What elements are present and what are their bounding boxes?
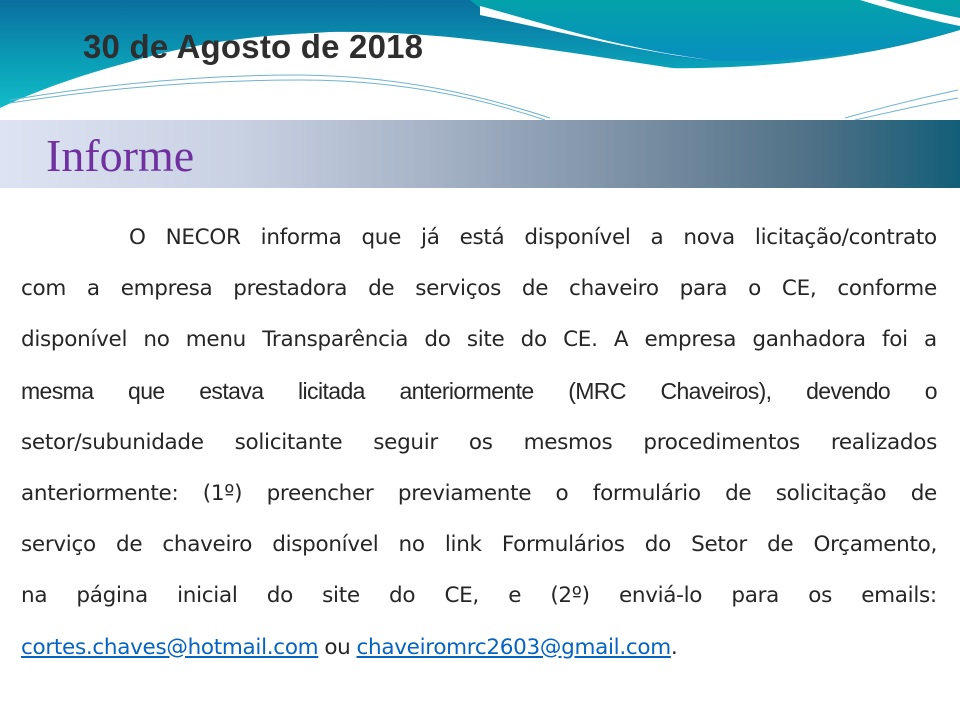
word: empresa: [120, 276, 213, 302]
word: e: [508, 583, 522, 609]
word: preencher: [266, 480, 374, 506]
word: do: [389, 583, 416, 609]
word: enviá-lo: [618, 583, 703, 609]
word: previamente: [397, 480, 532, 506]
word: o: [924, 377, 937, 404]
word: serviços: [415, 276, 501, 302]
word: nova: [683, 225, 735, 250]
word: de: [115, 532, 143, 558]
body-line: [21, 519, 937, 570]
word: a: [86, 276, 100, 302]
word: ganhadora: [752, 327, 866, 353]
word: Formulários: [501, 532, 625, 558]
word: do: [424, 327, 451, 353]
body-line: [21, 366, 937, 417]
word: já: [421, 225, 440, 250]
announcement-body: [21, 212, 937, 673]
word: formulário: [592, 480, 701, 506]
word: link: [444, 532, 482, 558]
word: devendo: [806, 377, 891, 404]
word: os: [808, 583, 833, 609]
word: que: [361, 225, 402, 250]
word: procedimentos: [643, 429, 800, 455]
word: os: [468, 429, 493, 455]
word: CE.: [563, 327, 598, 353]
word: estava: [199, 377, 264, 404]
word: a: [650, 225, 664, 250]
word: (2º): [550, 583, 590, 609]
word: o: [555, 480, 569, 506]
word: (1º): [202, 480, 243, 506]
word: serviço: [21, 532, 96, 558]
body-line: [21, 212, 937, 263]
word: CE,: [781, 276, 817, 302]
body-line: [21, 570, 937, 621]
word: inicial: [177, 583, 238, 609]
word: O: [129, 225, 146, 250]
word: Chaveiros),: [660, 377, 772, 404]
word: o: [748, 276, 761, 302]
word: de: [521, 276, 549, 302]
word: disponível: [21, 327, 128, 353]
word: emails:: [861, 583, 937, 609]
word: Setor: [691, 532, 747, 558]
word: mesma: [21, 377, 94, 404]
word: está: [459, 225, 505, 250]
slide-title: Informe: [46, 130, 195, 181]
word: disponível: [272, 532, 379, 558]
slide-date: 30 de Agosto de 2018: [83, 28, 424, 65]
word: para: [679, 276, 728, 302]
word: site: [322, 583, 360, 609]
word: disponível: [524, 225, 631, 250]
word: realizados: [830, 429, 937, 455]
body-line: [21, 468, 937, 519]
word: no: [143, 327, 170, 353]
email-link-gmail[interactable]: chaveiromrc2603@gmail.com: [356, 634, 671, 660]
word: empresa: [644, 327, 737, 353]
word: no: [398, 532, 425, 558]
word: Orçamento,: [813, 532, 937, 558]
period: .: [670, 634, 678, 660]
word: anteriormente:: [21, 480, 179, 506]
word: do: [266, 583, 293, 609]
word: do: [644, 532, 671, 558]
word: com: [21, 276, 67, 302]
word: de: [368, 276, 395, 302]
word: na: [21, 583, 48, 609]
word: de: [725, 480, 752, 506]
word: a: [924, 327, 937, 353]
word: licitação/contrato: [754, 225, 937, 250]
body-line: [21, 417, 937, 468]
word: solicitante: [234, 429, 343, 455]
word: chaveiro: [162, 532, 253, 558]
body-line: [21, 314, 937, 365]
word: NECOR: [165, 225, 241, 250]
word: Transparência: [262, 327, 409, 353]
word: menu: [185, 327, 247, 353]
connector-text: ou: [324, 634, 351, 660]
word: A: [613, 327, 629, 353]
word: informa: [260, 225, 342, 250]
word: foi: [882, 327, 908, 353]
body-line: [21, 263, 937, 314]
word: mesmos: [523, 429, 613, 455]
word: solicitação: [775, 480, 887, 506]
word: que: [128, 377, 165, 404]
email-link-hotmail[interactable]: cortes.chaves@hotmail.com: [21, 634, 319, 660]
word: licitada: [298, 377, 365, 404]
word: anteriormente: [399, 377, 534, 404]
word: setor/subunidade: [21, 429, 204, 455]
word: (MRC: [568, 377, 626, 404]
word: chaveiro: [569, 276, 659, 302]
word: de: [910, 480, 937, 506]
word: de: [767, 532, 794, 558]
word: página: [76, 583, 148, 609]
word: CE,: [444, 583, 479, 609]
word: do: [520, 327, 547, 353]
word: conforme: [837, 276, 937, 302]
word: site: [466, 327, 505, 353]
word: prestadora: [233, 276, 348, 302]
body-line-emails: [21, 622, 937, 673]
word: seguir: [373, 429, 438, 455]
word: para: [731, 583, 780, 609]
